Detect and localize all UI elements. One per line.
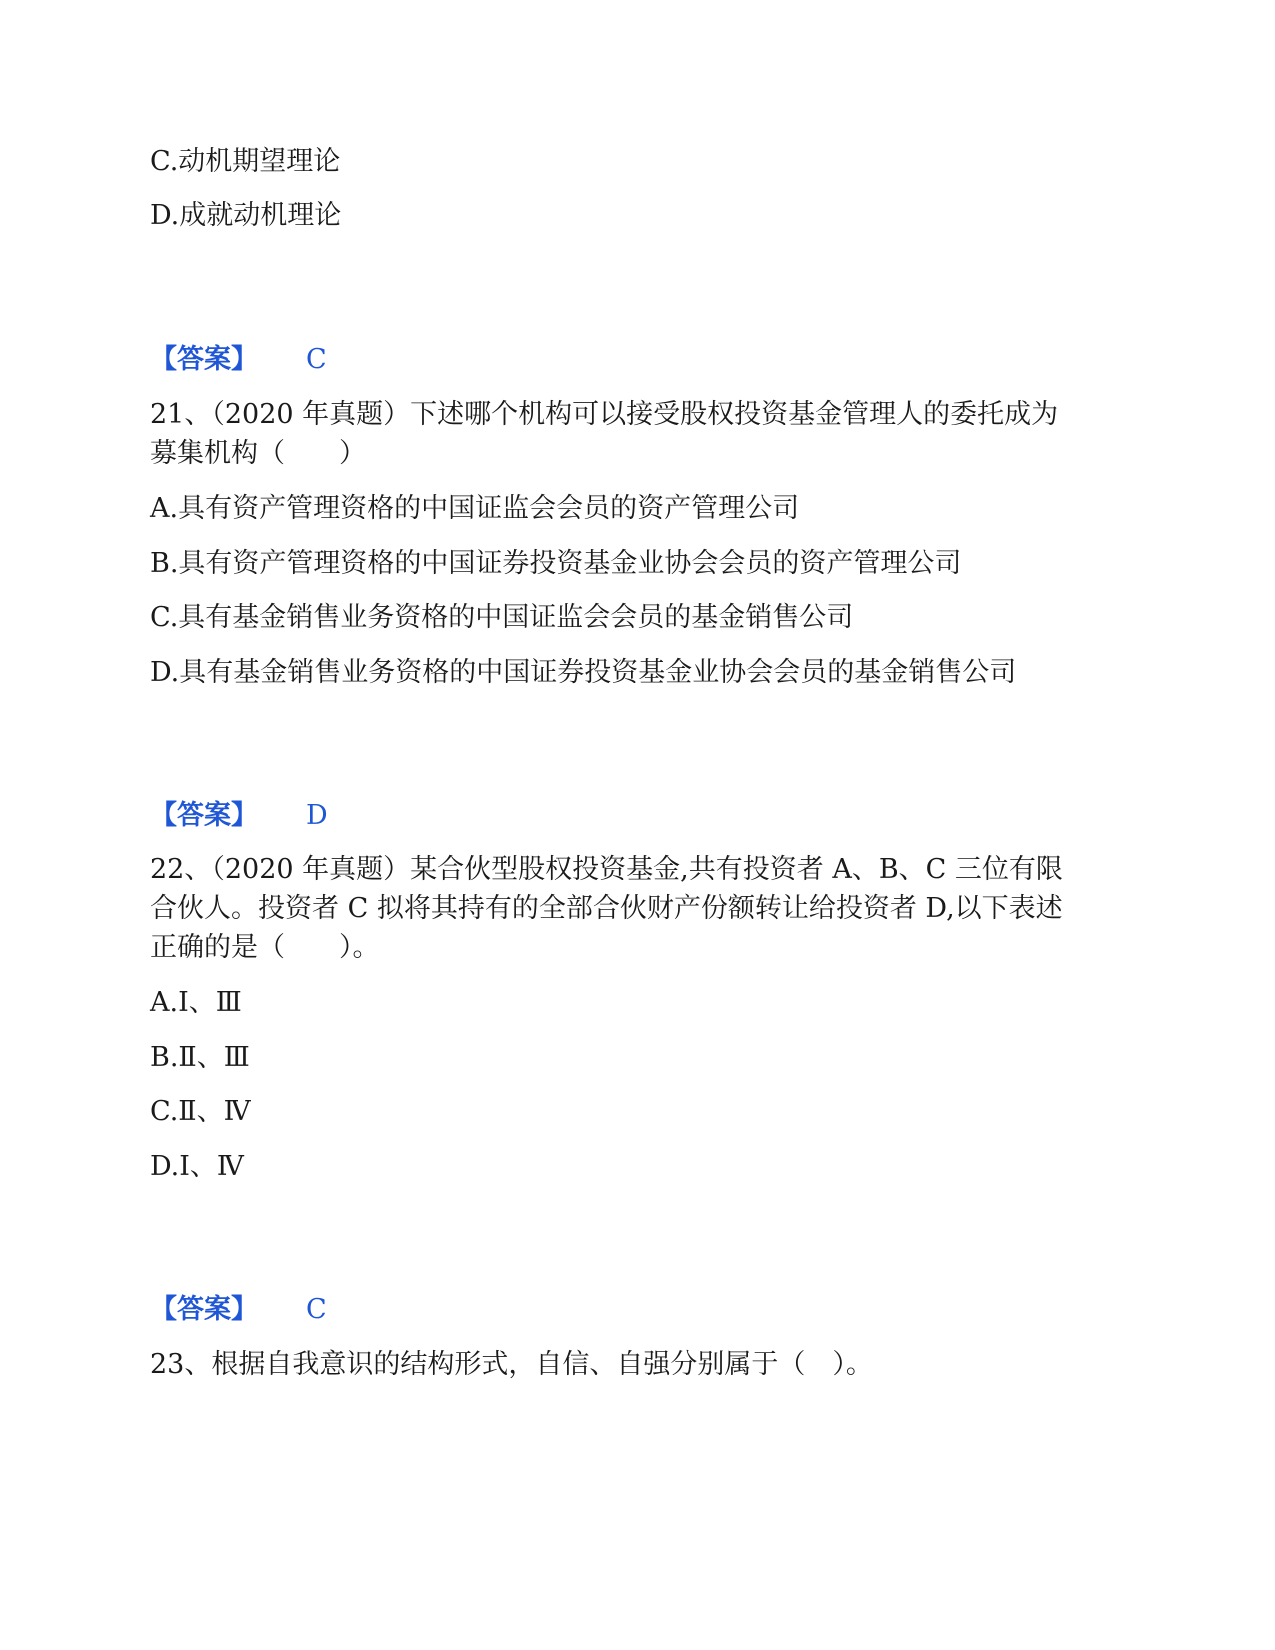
answer-tag: 【答案】	[150, 344, 258, 375]
q22-option-d: D.Ⅰ、Ⅳ	[150, 1151, 244, 1182]
q21-option-b: B.具有资产管理资格的中国证券投资基金业协会会员的资产管理公司	[150, 548, 962, 579]
q21-answer	[150, 796, 328, 836]
q23-stem-line-1: 23、根据自我意识的结构形式，自信、自强分别属于（ ）。	[150, 1349, 873, 1380]
q22-stem-line-2: 合伙人。投资者 C 拟将其持有的全部合伙财产份额转让给投资者 D,以下表述	[150, 893, 1063, 924]
q21-option-c: C.具有基金销售业务资格的中国证监会会员的基金销售公司	[150, 602, 854, 633]
answer-value: D	[306, 800, 328, 831]
q22-option-b: B.Ⅱ、Ⅲ	[150, 1042, 250, 1073]
answer-value: C	[306, 1294, 327, 1325]
q21-option-d: D.具有基金销售业务资格的中国证券投资基金业协会会员的基金销售公司	[150, 657, 1017, 688]
q22-stem-line-3: 正确的是（ ）。	[150, 932, 380, 963]
q20-option-d: D.成就动机理论	[150, 200, 342, 231]
q20-option-c: C.动机期望理论	[150, 146, 341, 177]
q22-option-a: A.Ⅰ、Ⅲ	[150, 987, 242, 1018]
q22-answer	[150, 1290, 327, 1330]
answer-tag: 【答案】	[150, 1294, 258, 1325]
q21-stem-line-2: 募集机构（ ）	[150, 438, 366, 469]
q21-stem-line-1: 21、（2020 年真题）下述哪个机构可以接受股权投资基金管理人的委托成为	[150, 399, 1059, 430]
q20-answer	[150, 340, 327, 380]
answer-value: C	[306, 344, 327, 375]
answer-tag: 【答案】	[150, 800, 258, 831]
q22-stem-line-1: 22、（2020 年真题）某合伙型股权投资基金,共有投资者 A、B、C 三位有限	[150, 854, 1063, 885]
q21-option-a: A.具有资产管理资格的中国证监会会员的资产管理公司	[150, 493, 800, 524]
q22-option-c: C.Ⅱ、Ⅳ	[150, 1096, 251, 1127]
